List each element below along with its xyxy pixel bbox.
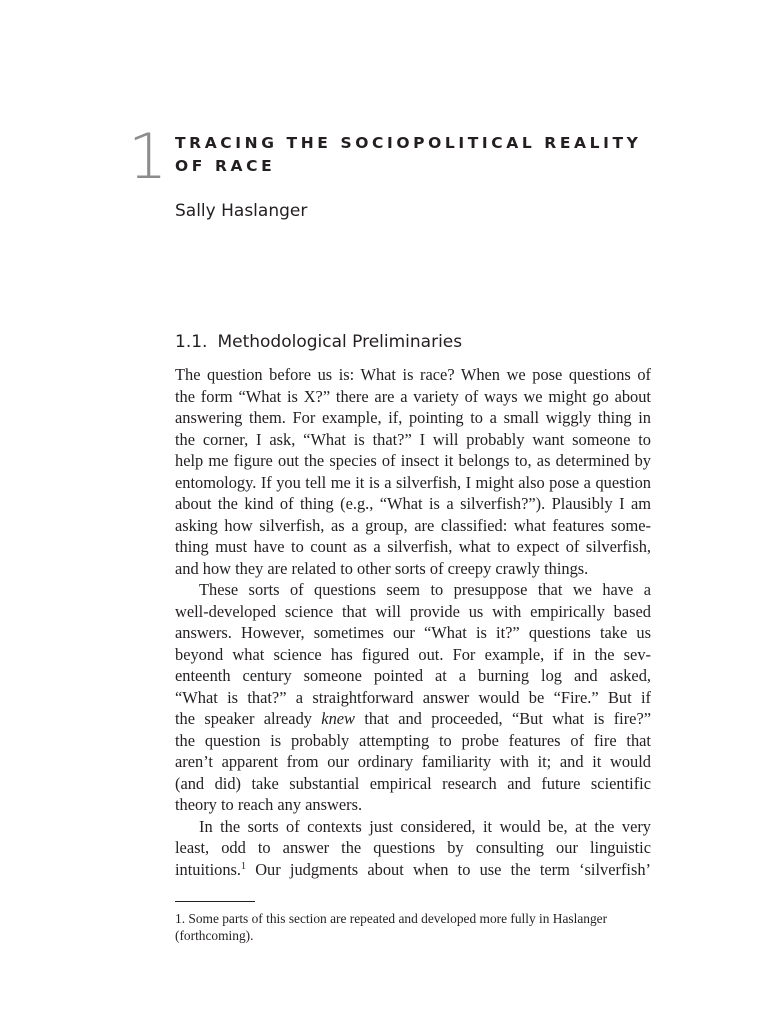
body-line: The question before us is: What is race? When we pose questions of bbox=[175, 365, 651, 384]
body-line: the question is probably attempting to probe features of fire that bbox=[175, 730, 651, 750]
footnote bbox=[175, 910, 651, 944]
body-line: beyond what science has figured out. For example, if in the sev- bbox=[175, 644, 651, 664]
body-text bbox=[175, 364, 651, 880]
chapter-title bbox=[175, 132, 655, 178]
chapter-title-line: TRACING THE SOCIOPOLITICAL REALITY bbox=[175, 134, 642, 152]
body-line-segment: the speaker already bbox=[175, 709, 312, 728]
body-line: These sorts of questions seem to presuppose that we have a bbox=[199, 580, 651, 599]
body-line: and how they are related to other sorts of creepy crawly things. bbox=[175, 558, 589, 578]
body-line bbox=[175, 708, 651, 730]
body-line: asking how silverfish, as a group, are classified: what features some- bbox=[175, 515, 651, 535]
chapter-title-line: OF RACE bbox=[175, 157, 276, 175]
body-line: help me figure out the species of insect it belongs to, as determined by bbox=[175, 451, 651, 470]
body-line: In the sorts of contexts just considered, it would be, at the very bbox=[199, 816, 651, 836]
body-line: well-developed science that will provide us with empirically based bbox=[175, 601, 651, 621]
body-line: answers. However, sometimes our “What is it?” questions take us bbox=[175, 623, 651, 642]
body-line: entomology. If you tell me it is a silverfish, I might also pose a question bbox=[175, 472, 651, 492]
section-title: Methodological Preliminaries bbox=[217, 332, 463, 352]
section-number: 1.1. bbox=[175, 332, 208, 352]
body-line: enteenth century someone pointed at a burning log and asked, bbox=[175, 666, 651, 685]
body-line: theory to reach any answers. bbox=[175, 795, 363, 814]
footnote-line: (forthcoming). bbox=[175, 928, 254, 943]
footnote-ref[interactable]: 1 bbox=[241, 860, 247, 872]
body-line: aren’t apparent from our ordinary familiarity with it; and it would bbox=[175, 752, 651, 771]
body-line: about the kind of thing (e.g., “What is a silverfish?”). Plausibly I am bbox=[175, 494, 651, 513]
body-line: answering them. For example, if, pointing to a small wiggly thing in bbox=[175, 408, 651, 427]
emphasis-knew: knew bbox=[321, 709, 355, 728]
body-line: the form “What is X?” there are a variety of ways we might go about bbox=[175, 386, 651, 406]
body-line: “What is that?” a straightforward answer would be “Fire.” But if bbox=[175, 687, 651, 707]
chapter-number: 1 bbox=[128, 120, 168, 193]
body-line-segment: that and proceeded, “But what is fire?” bbox=[364, 709, 651, 728]
section-heading bbox=[175, 330, 462, 354]
body-line-segment: Our judgments about when to use the term ‘silverfish’ bbox=[255, 859, 651, 879]
footnote-divider bbox=[175, 901, 255, 902]
body-line: least, odd to answer the questions by consulting our linguistic bbox=[175, 838, 651, 857]
body-line-segment: intuitions. bbox=[175, 859, 242, 879]
footnote-line: 1. Some parts of this section are repeated and developed more fully in Haslanger bbox=[175, 911, 608, 926]
body-line: thing must have to count as a silverfish, what to expect of silverfish, bbox=[175, 537, 651, 556]
body-line bbox=[175, 859, 651, 881]
author-name: Sally Haslanger bbox=[175, 201, 308, 221]
body-line: (and did) take substantial empirical research and future scientific bbox=[175, 773, 651, 793]
body-line: the corner, I ask, “What is that?” I will probably want someone to bbox=[175, 429, 651, 449]
